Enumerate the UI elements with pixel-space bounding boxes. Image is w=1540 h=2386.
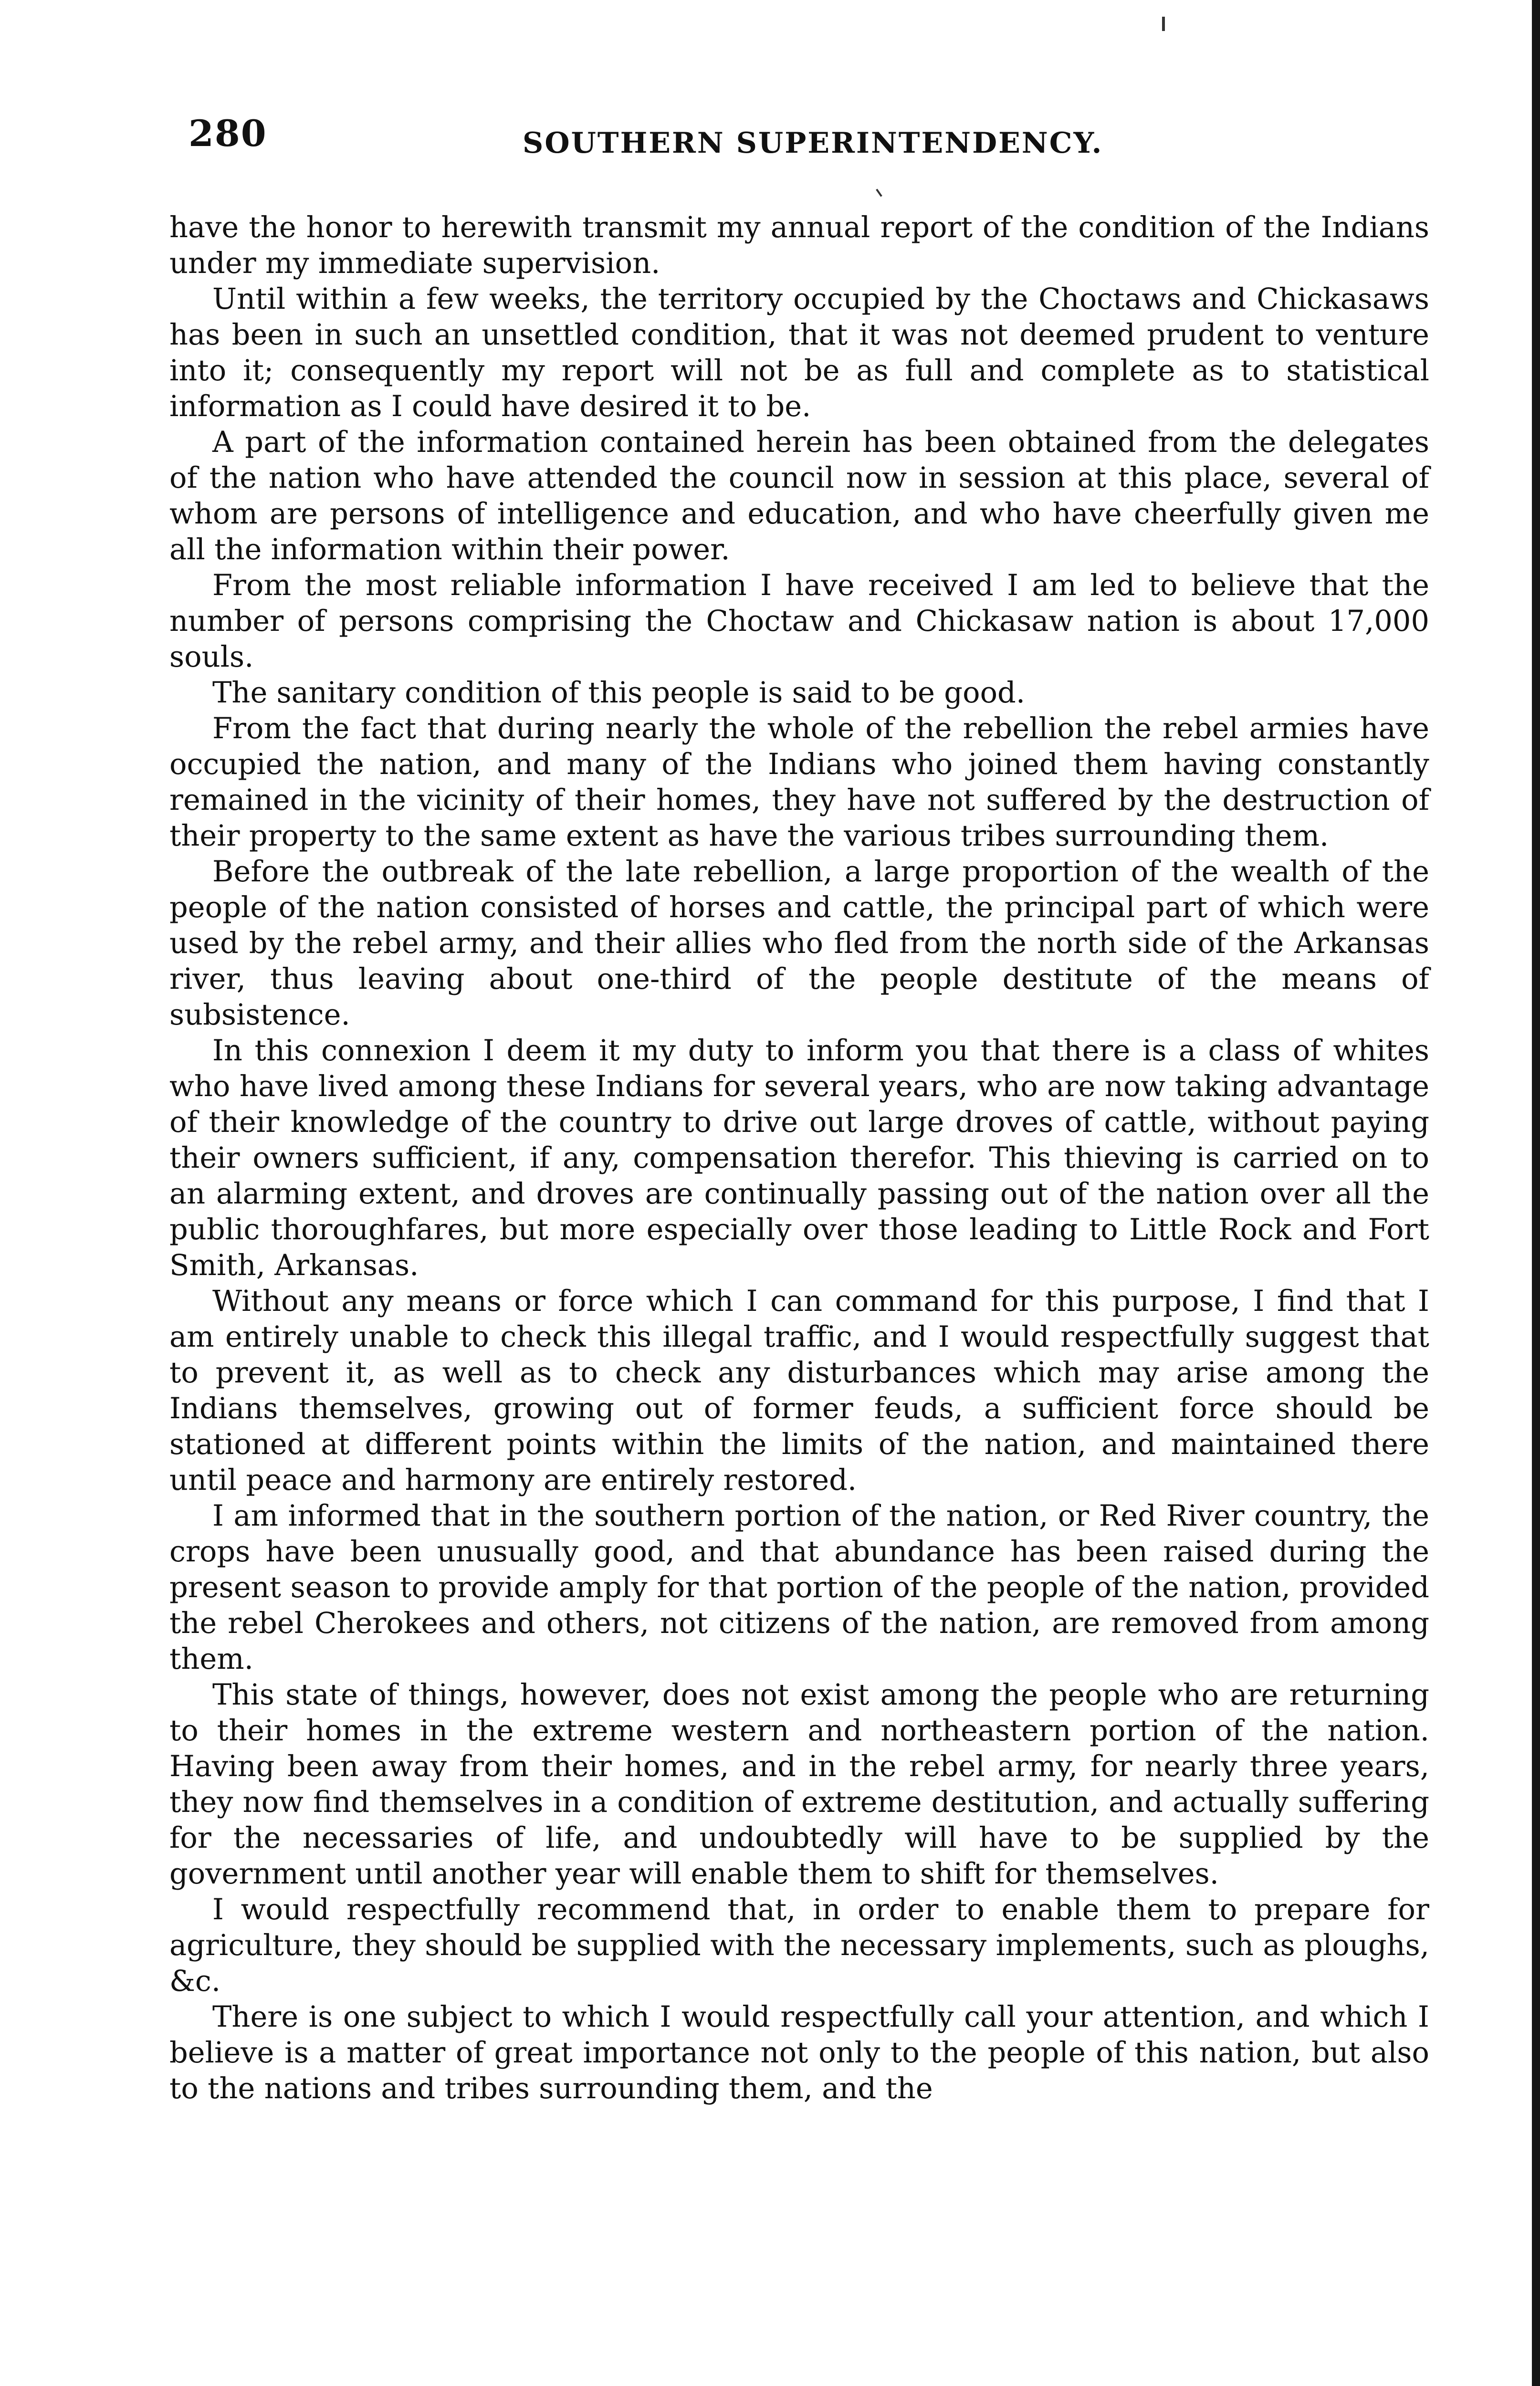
paragraph: From the fact that during nearly the whole of the rebellion the rebel armies have occupied the nation, and many of the Indians who joined them having constantly remained in the vicinity of their homes, they have not suffered by the destruction of their property to the same extent as have the various tribes surrounding them. [169,712,1429,853]
scan-mark [1162,17,1165,31]
paragraph: A part of the information contained herein has been obtained from the delegates of the nation who have attended the council now in session at this place, several of whom are persons of intelligence and education, and who have cheerfully given me all the information within their power. [169,426,1429,566]
paragraph: have the honor to herewith transmit my annual report of the condition of the Indians under my immediate supervision. [169,211,1429,280]
paragraph: The sanitary condition of this people is said to be good. [212,676,1026,710]
page-header [189,112,1429,169]
paragraph: Until within a few weeks, the territory occupied by the Choctaws and Chickasaws has been in such an unsettled condition, that it was not deemed prudent to venture into it; consequently my report will not be as full and complete as to statistical information as I could have desired it to be. [169,283,1429,423]
paragraph: From the most reliable information I have received I am led to believe that the number of persons comprising the Choctaw and Chickasaw nation is about 17,000 souls. [169,569,1429,674]
scan-border-right [1532,0,1540,2386]
paragraph: In this connexion I deem it my duty to inform you that there is a class of whites who have lived among these Indians for several years, who are now taking advantage of their knowledge of the country to drive out large droves of cattle, without paying their owners sufficient, if any, compensation therefor. This thieving is carried on to an alarming extent, and droves are continually passing out of the nation over all the public thoroughfares, but more especially over those leading to Little Rock and Fort Smith, Arkansas. [169,1034,1429,1282]
page-number: 280 [189,112,267,155]
paragraph: This state of things, however, does not exist among the people who are returning to their homes in the extreme western and northeastern portion of the nation. Having been away from their homes, and in the rebel army, for nearly three years, they now find themselves in a condition of extreme destitution, and actually suffering for the necessaries of life, and undoubtedly will have to be supplied by the government until another year will enable them to shift for themselves. [169,1678,1429,1891]
paragraph: I am informed that in the southern portion of the nation, or Red River country, the crops have been unusually good, and that abundance has been raised during the present season to provide amply for that portion of the people of the nation, provided the rebel Cherokees and others, not citizens of the nation, are removed from among them. [169,1499,1429,1676]
paragraph: Without any means or force which I can command for this purpose, I find that I am entirely unable to check this illegal traffic, and I would respectfully suggest that to prevent it, as well as to check any disturbances which may arise among the Indians themselves, growing out of former feuds, a sufficient force should be stationed at different points within the limits of the nation, and maintained there until peace and harmony are entirely restored. [169,1285,1429,1497]
paragraph: I would respectfully recommend that, in order to enable them to prepare for agriculture, they should be supplied with the necessary implements, such as ploughs, &c. [169,1893,1429,1998]
paragraph: There is one subject to which I would respectfully call your attention, and which I believe is a matter of great importance not only to the people of this nation, but also to the nations and tribes surrounding them, and the [169,2000,1429,2105]
paragraph: Before the outbreak of the late rebellion, a large proportion of the wealth of the people of the nation consisted of horses and cattle, the principal part of which were used by the rebel army, and their allies who fled from the north side of the Arkansas river, thus leaving about one-third of the people destitute of the means of subsistence. [169,855,1429,1032]
scan-mark [876,188,882,197]
running-head: SOUTHERN SUPERINTENDENCY. [523,126,1103,160]
report-body [169,210,1429,2107]
